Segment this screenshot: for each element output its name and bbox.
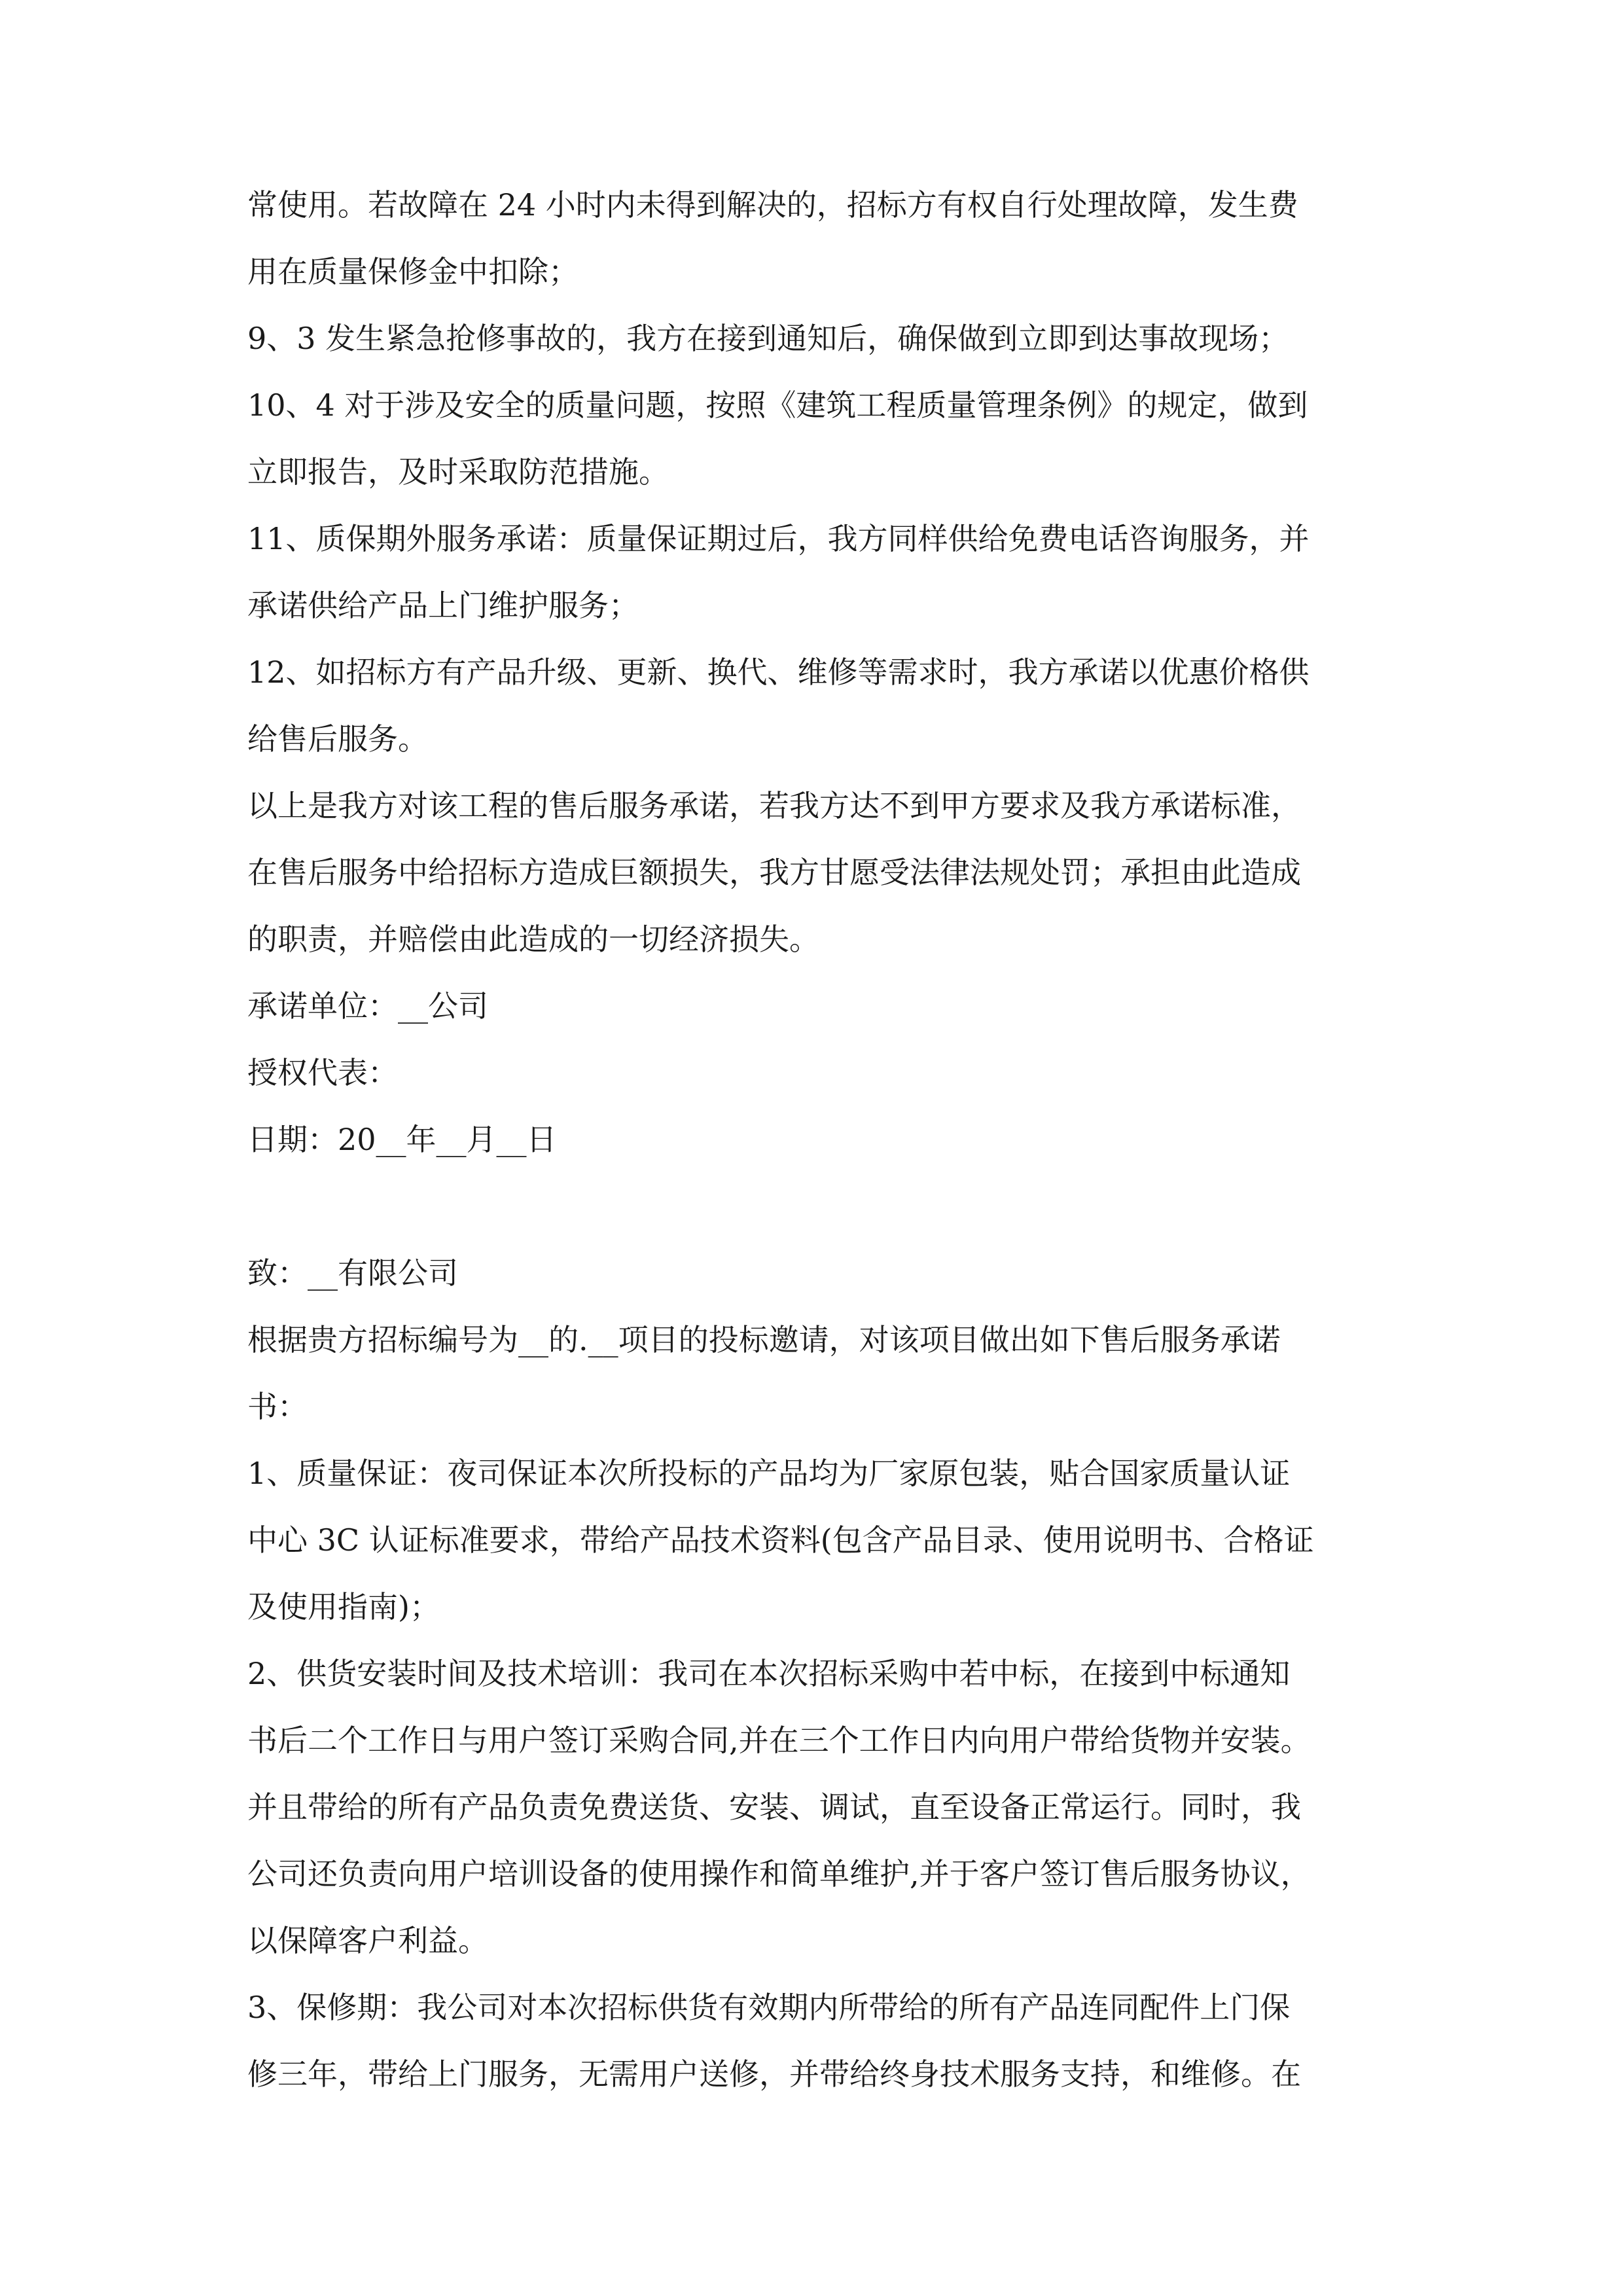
text-line: 用在质量保修金中扣除；: [247, 254, 579, 289]
text-line: 及使用指南)；: [247, 1589, 440, 1624]
text-line: 3、保修期：我公司对本次招标供货有效期内所带给的所有产品连同配件上门保: [247, 1990, 1291, 2025]
text-line: 的职责，并赔偿由此造成的一切经济损失。: [247, 922, 819, 957]
text-line: 在售后服务中给招标方造成巨额损失，我方甘愿受法律法规处罚；承担由此造成: [247, 855, 1301, 890]
text-line: 10、4 对于涉及安全的质量问题，按照《建筑工程质量管理条例》的规定，做到: [247, 387, 1308, 423]
signature-date: 日期：20__年__月__日: [247, 1122, 557, 1157]
text-line: 给售后服务。: [247, 721, 428, 757]
addressee-line: 致：__有限公司: [247, 1255, 458, 1291]
text-line: 1、质量保证：夜司保证本次所投标的产品均为厂家原包装，贴合国家质量认证: [247, 1456, 1291, 1491]
text-line: 2、供货安装时间及技术培训：我司在本次招标采购中若中标，在接到中标通知: [247, 1656, 1291, 1691]
text-line: 中心 3C 认证标准要求，带给产品技术资料(包含产品目录、使用说明书、合格证: [247, 1522, 1314, 1558]
authorized-representative: 授权代表：: [247, 1055, 398, 1090]
text-line: 以保障客户利益。: [247, 1923, 488, 1958]
text-line: 书后二个工作日与用户签订采购合同,并在三个工作日内向用户带给货物并安装。: [247, 1723, 1311, 1758]
text-line: 承诺供给产品上门维护服务；: [247, 588, 639, 623]
signatory-company: 承诺单位：__公司: [247, 988, 488, 1024]
text-line: 12、如招标方有产品升级、更新、换代、维修等需求时，我方承诺以优惠价格供: [247, 655, 1310, 690]
text-line: 常使用。若故障在 24 小时内未得到解决的，招标方有权自行处理故障，发生费: [247, 187, 1298, 223]
text-line: 根据贵方招标编号为__的.__项目的投标邀请，对该项目做出如下售后服务承诺: [247, 1322, 1281, 1357]
text-line: 并且带给的所有产品负责免费送货、安装、调试，直至设备正常运行。同时，我: [247, 1789, 1301, 1825]
text-line: 修三年，带给上门服务，无需用户送修，并带给终身技术服务支持，和维修。在: [247, 2056, 1301, 2092]
text-line: 9、3 发生紧急抢修事故的，我方在接到通知后，确保做到立即到达事故现场；: [247, 321, 1289, 356]
text-line: 公司还负责向用户培训设备的使用操作和简单维护,并于客户签订售后服务协议，: [247, 1856, 1311, 1892]
text-line: 11、质保期外服务承诺：质量保证期过后，我方同样供给免费电话咨询服务，并: [247, 521, 1310, 556]
document-body: [247, 171, 1383, 2108]
section-gap: [247, 1173, 1383, 1240]
text-line: 以上是我方对该工程的售后服务承诺，若我方达不到甲方要求及我方承诺标准，: [247, 788, 1301, 823]
text-line: 立即报告，及时采取防范措施。: [247, 454, 669, 490]
text-line: 书：: [247, 1389, 308, 1424]
